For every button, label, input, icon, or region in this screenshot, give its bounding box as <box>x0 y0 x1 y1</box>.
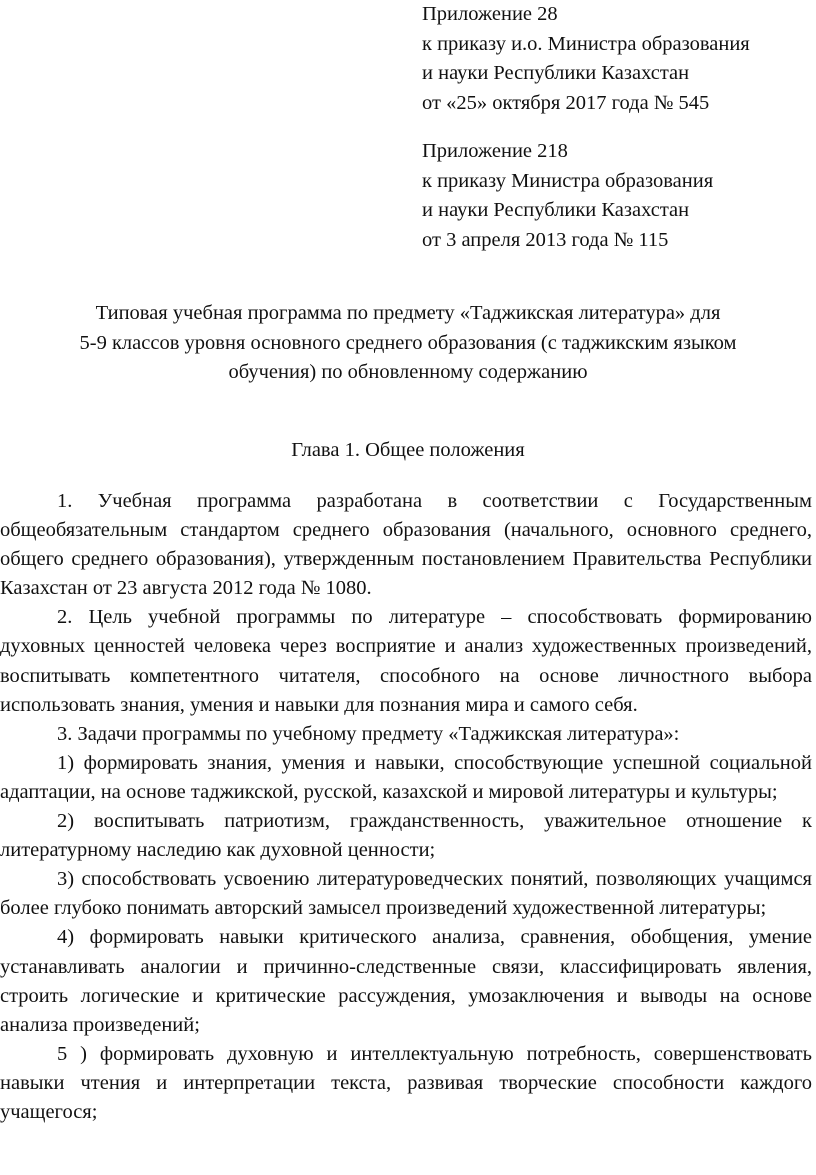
header-line: Приложение 218 <box>422 140 568 162</box>
paragraph-1: 1. Учебная программа разработана в соответствии с Государственным общеобязательным стандартом среднего образования (начального, основного среднего, общего среднего образования), утвержденным постановлением Правительства Республики Казахстан от 23 августа 2012 года № 1080. <box>0 490 812 600</box>
title-line: Типовая учебная программа по предмету «Таджикская литература» для <box>95 302 721 324</box>
header-line: Приложение 28 <box>422 3 558 25</box>
header-line: от «25» октября 2017 года № 545 <box>422 91 710 114</box>
list-item-4: 4) формировать навыки критического анализа, сравнения, обобщения, умение устанавливать аналогии и причинно-следственные связи, классифицировать явления, строить логические и критические рассуждения, умозаключения и выводы на основе анализа произведений; <box>0 926 812 1036</box>
header-line: и науки Республики Казахстан <box>422 62 690 84</box>
appendix-218-header <box>422 137 812 255</box>
header-line: к приказу и.о. Министра образования <box>422 32 750 55</box>
paragraph-3: 3. Задачи программы по учебному предмету «Таджикская литература»: <box>57 722 680 745</box>
header-line: от 3 апреля 2013 года № 115 <box>422 228 669 251</box>
title-line: 5-9 классов уровня основного среднего образования (с таджикским языком <box>79 331 737 354</box>
appendix-28-header <box>422 0 812 118</box>
list-item-3: 3) способствовать усвоению литературоведческих понятий, позволяющих учащимся более глубоко понимать авторский замысел произведений художественной литературы; <box>0 868 812 920</box>
header-line: к приказу Министра образования <box>422 169 714 192</box>
document-title <box>0 299 816 388</box>
chapter-heading: Глава 1. Общее положения <box>291 439 525 461</box>
list-item-5: 5 ) формировать духовную и интеллектуальную потребность, совершенствовать навыки чтения и интерпретации текста, развивая творческие способности каждого учащегося; <box>0 1042 812 1123</box>
header-line: и науки Республики Казахстан <box>422 199 690 221</box>
list-item-2: 2) воспитывать патриотизм, гражданственность, уважительное отношение к литературному наследию как духовной ценности; <box>0 810 812 862</box>
paragraph-2: 2. Цель учебной программы по литературе – способствовать формированию духовных ценностей человека через восприятие и анализ художественных произведений, воспитывать компетентного читателя, способного на основе личностного выбора использовать знания, умения и навыки для познания мира и самого себя. <box>0 606 812 716</box>
title-line: обучения) по обновленному содержанию <box>228 361 588 383</box>
body-text <box>0 487 812 1127</box>
list-item-1: 1) формировать знания, умения и навыки, способствующие успешной социальной адаптации, на основе таджикской, русской, казахской и мировой литературы и культуры; <box>0 751 812 803</box>
